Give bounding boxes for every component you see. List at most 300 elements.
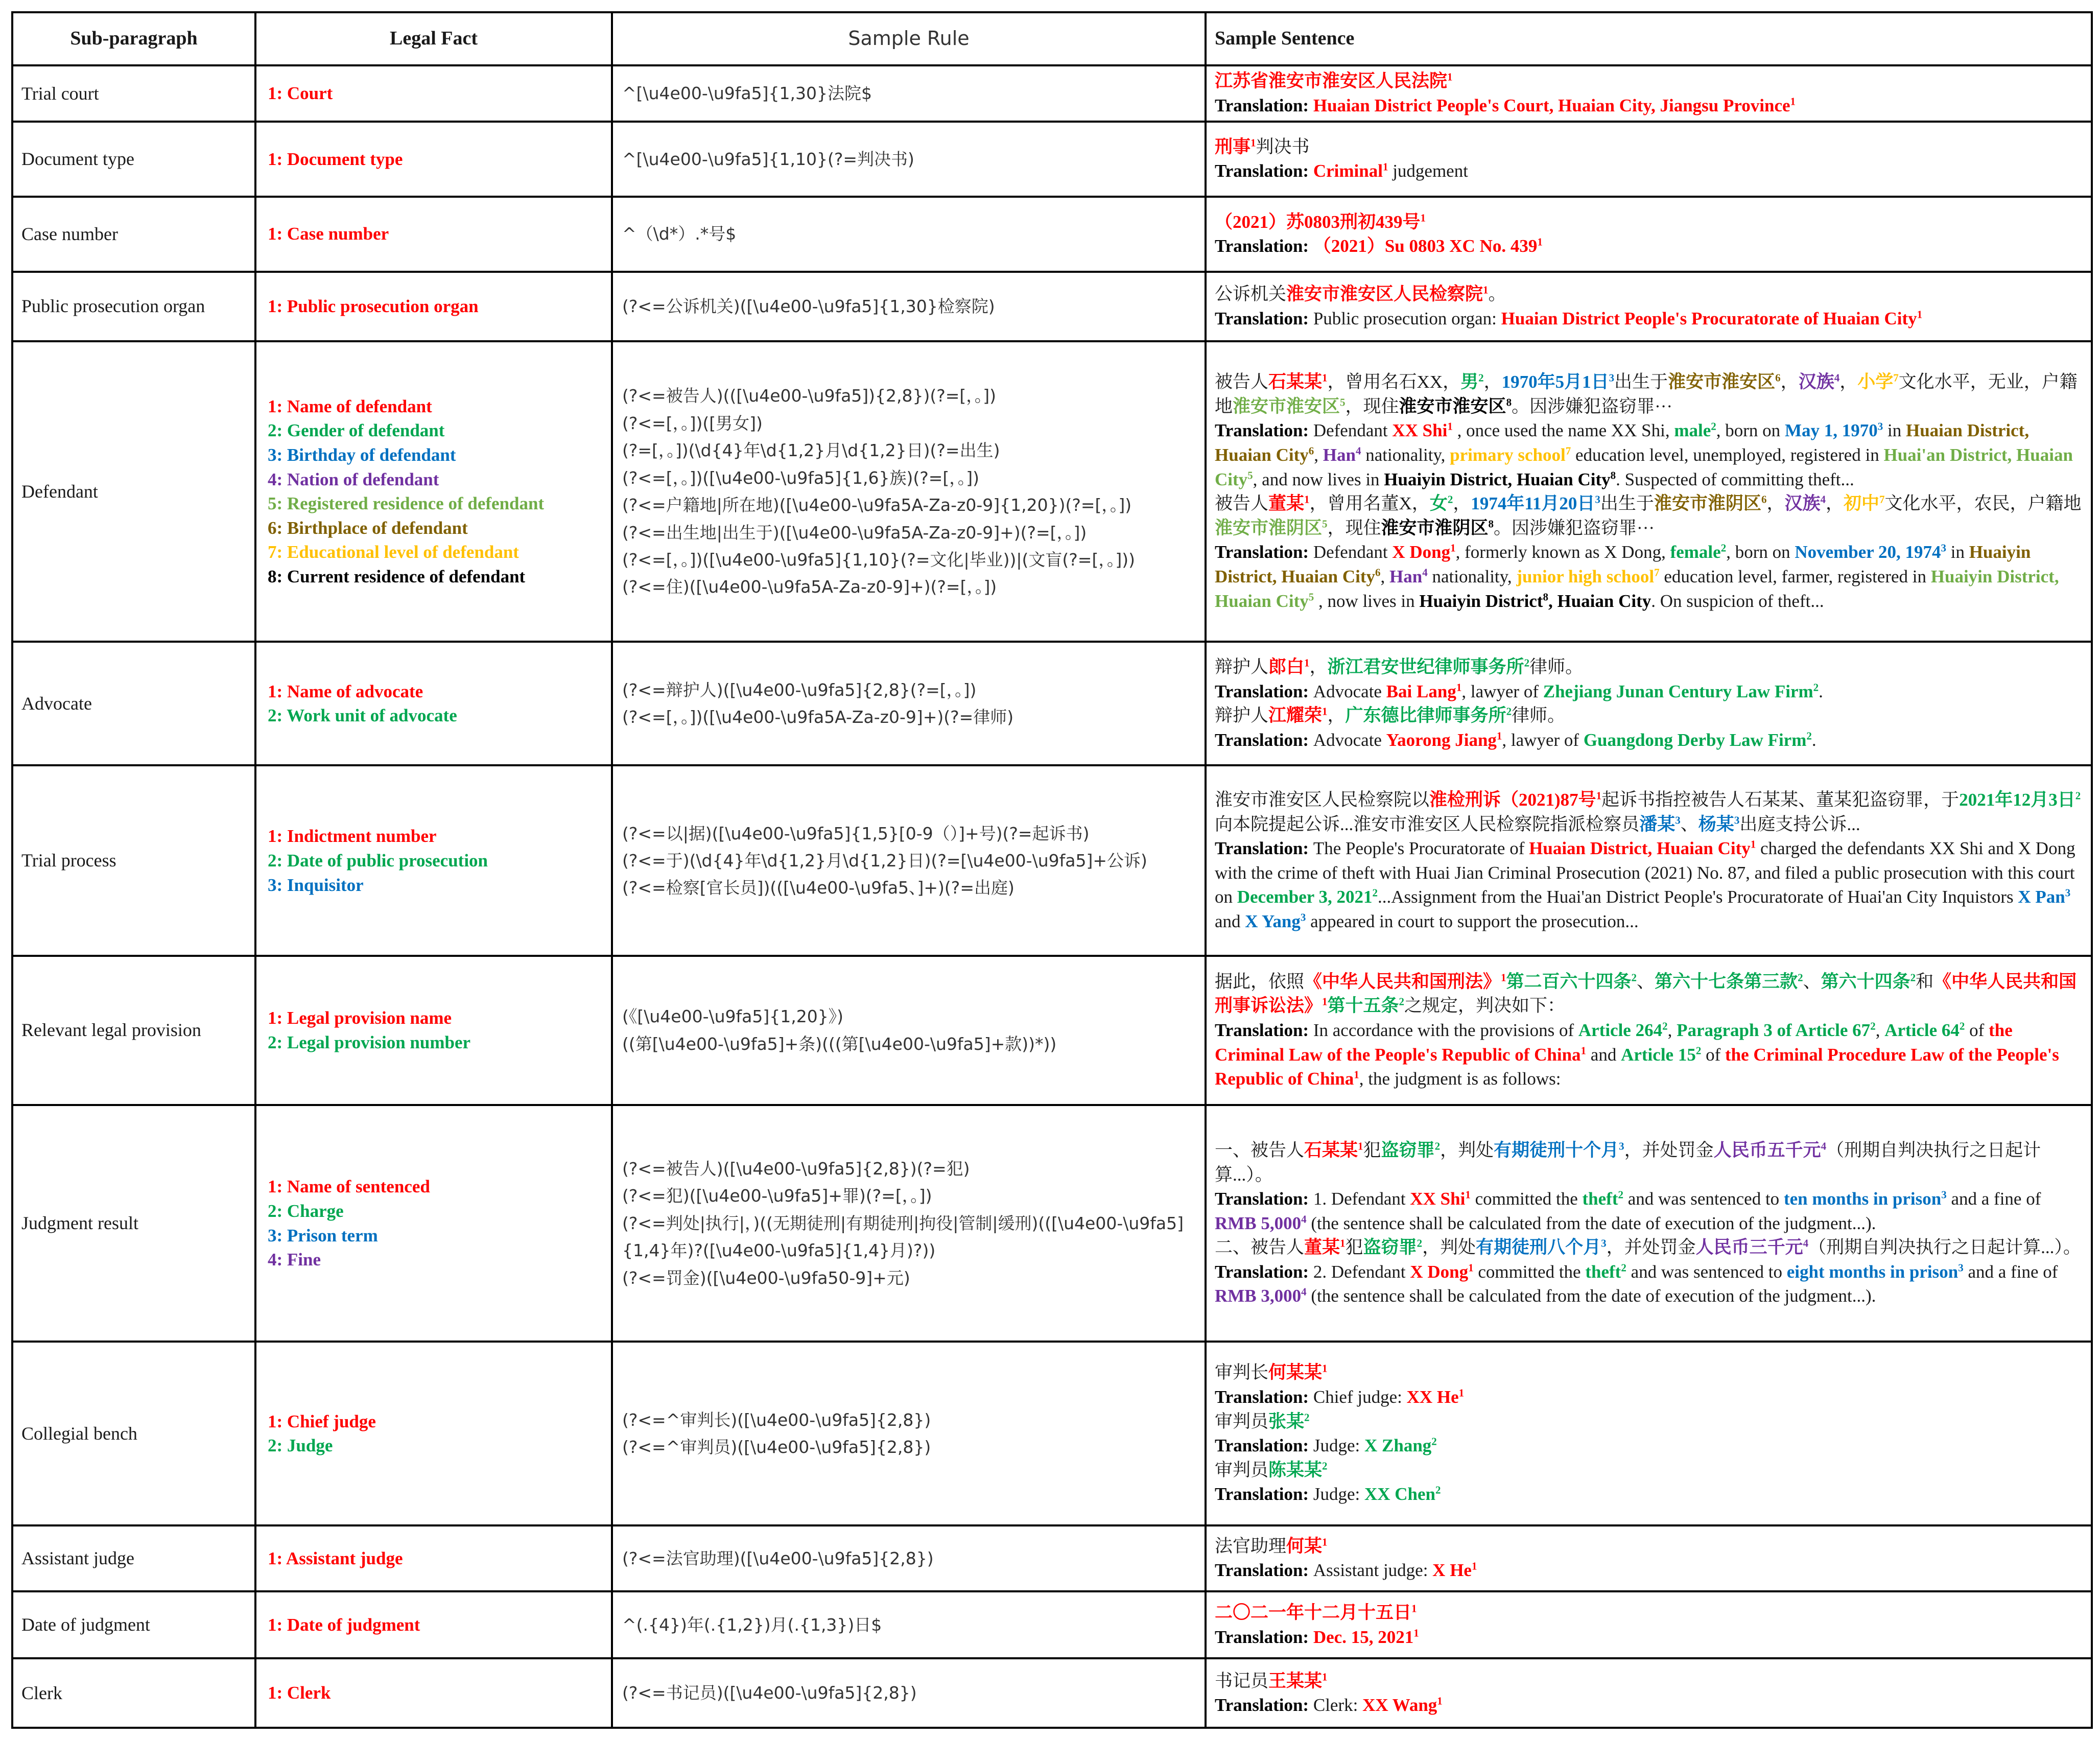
sentence-segment: and a fine of bbox=[1946, 1189, 2041, 1209]
sentence-segment: and bbox=[1215, 911, 1245, 931]
annotation-index: 2 bbox=[2075, 789, 2081, 802]
annotation-index: 7 bbox=[1893, 371, 1899, 384]
rule-line: (?<=被告人)([\u4e00-\u9fa5]{2,8})(?=犯) bbox=[622, 1158, 970, 1179]
annotation-index: 1 bbox=[1471, 1560, 1477, 1572]
legal-fact-item: 2: Legal provision number bbox=[268, 1032, 471, 1052]
legal-fact-item: 1: Public prosecution organ bbox=[268, 296, 479, 316]
sentence-segment: Bai Lang bbox=[1386, 681, 1456, 701]
sentence-segment: 有期徒刑十个月 bbox=[1494, 1140, 1619, 1160]
translation-label: Translation: bbox=[1215, 420, 1313, 441]
sentence-line bbox=[1215, 135, 2083, 159]
legal-fact-cell bbox=[255, 1591, 612, 1658]
sentence-segment: X Dong bbox=[1392, 542, 1451, 562]
sentence-segment: In accordance with the provisions of bbox=[1313, 1020, 1578, 1040]
sentence-segment: Huaian District People's Procuratorate of Huaian City bbox=[1501, 308, 1917, 328]
sentence-segment: 犯 bbox=[1345, 1237, 1363, 1258]
translation-label: Translation: bbox=[1215, 1261, 1313, 1282]
annotation-index: 3 bbox=[1675, 813, 1681, 826]
translation-label: Translation: bbox=[1215, 1695, 1313, 1716]
sentence-segment: ，现住 bbox=[1327, 518, 1381, 538]
annotation-index: 1 bbox=[1413, 1627, 1419, 1639]
annotation-index: 1 bbox=[1340, 1237, 1346, 1250]
translation-label: Translation: bbox=[1215, 1627, 1313, 1647]
annotation-index: 2 bbox=[1695, 1044, 1702, 1056]
sentence-segment: education level, farmer, registered in bbox=[1659, 566, 1931, 586]
table-row bbox=[12, 197, 2092, 272]
sentence-segment: 董某 bbox=[1304, 1237, 1340, 1258]
sentence-line bbox=[1215, 1409, 2083, 1434]
table-row bbox=[12, 272, 2092, 342]
sample-sentence-cell bbox=[1206, 1525, 2092, 1591]
sentence-segment: 小学 bbox=[1857, 372, 1894, 392]
sentence-line bbox=[1215, 788, 2083, 836]
sentence-segment: Article 15 bbox=[1621, 1044, 1696, 1065]
sentence-segment: 出生于 bbox=[1614, 372, 1668, 392]
legal-fact-cell bbox=[255, 65, 612, 122]
rule-line: (?<=[，。])([\u4e00-\u9fa5A-Za-z0-9]+)(?=律师) bbox=[622, 707, 1014, 727]
sentence-segment: 辩护人 bbox=[1215, 657, 1269, 677]
sentence-segment: 判决书 bbox=[1256, 136, 1310, 157]
sentence-line bbox=[1215, 1187, 2083, 1235]
legal-fact-item: 2: Charge bbox=[268, 1201, 344, 1221]
sentence-segment: 广东德比律师事务所 bbox=[1345, 706, 1506, 726]
sentence-segment: 被告人 bbox=[1215, 494, 1269, 514]
sub-paragraph-cell: Trial process bbox=[12, 765, 255, 956]
annotation-index: 2 bbox=[1431, 1435, 1437, 1448]
sentence-segment: ， bbox=[1309, 657, 1328, 677]
sentence-line bbox=[1215, 370, 2083, 418]
sentence-segment: 审判员 bbox=[1215, 1411, 1269, 1431]
legal-fact-cell bbox=[255, 197, 612, 272]
sentence-segment: Paragraph 3 of Article 67 bbox=[1677, 1020, 1871, 1040]
sentence-segment: Huaian District, Huaian City bbox=[1215, 420, 2030, 465]
sub-paragraph-cell: Defendant bbox=[12, 341, 255, 642]
annotation-index: 7 bbox=[1565, 444, 1571, 457]
sentence-line bbox=[1215, 1693, 2083, 1718]
annotation-index: 6 bbox=[1308, 444, 1314, 457]
sentence-segment: 张某 bbox=[1268, 1411, 1305, 1431]
annotation-index: 1 bbox=[1411, 1602, 1417, 1615]
sentence-segment: 据此，依照 bbox=[1215, 971, 1305, 992]
sentence-segment: 。因涉嫌犯盗窃罪··· bbox=[1512, 396, 1673, 416]
sentence-line bbox=[1215, 970, 2083, 1018]
sentence-segment: Article 64 bbox=[1884, 1020, 1960, 1040]
sentence-segment: charged the defendants XX Shi and X Dong with the crime of theft with Huai Jian Criminal Prosecution (2021) No. 87, and filed a public prosecution with this court on bbox=[1215, 838, 2075, 907]
sentence-segment: 郎白 bbox=[1268, 657, 1305, 677]
sentence-line bbox=[1215, 1482, 2083, 1507]
sentence-segment: 公诉机关 bbox=[1215, 284, 1287, 304]
annotation-index: 8 bbox=[1488, 518, 1494, 530]
translation-label: Translation: bbox=[1215, 1560, 1313, 1581]
sentence-segment: 出生于 bbox=[1600, 494, 1654, 514]
annotation-index: 2 bbox=[1322, 1460, 1328, 1472]
sentence-line bbox=[1215, 1534, 2083, 1559]
annotation-index: 2 bbox=[1798, 971, 1803, 984]
rule-line: ^[\u4e00-\u9fa5]{1,30}法院$ bbox=[622, 83, 872, 104]
sentence-segment: May 1, 1970 bbox=[1784, 420, 1878, 441]
sentence-line bbox=[1215, 1434, 2083, 1458]
annotation-index: 1 bbox=[1322, 1670, 1328, 1683]
sample-sentence-cell bbox=[1206, 341, 2092, 642]
annotation-index: 8 bbox=[1543, 590, 1548, 603]
annotation-index: 4 bbox=[1356, 444, 1361, 457]
annotation-index: 3 bbox=[1941, 542, 1946, 554]
sentence-segment: (the sentence shall be calculated from the date of execution of the judgment...). bbox=[1306, 1286, 1876, 1306]
sentence-segment: and was sentenced to bbox=[1623, 1189, 1784, 1209]
header-legal-fact: Legal Fact bbox=[255, 12, 612, 65]
legal-fact-item: 1: Clerk bbox=[268, 1683, 331, 1703]
annotation-index: 6 bbox=[1775, 371, 1781, 384]
rule-line: (?<=书记员)([\u4e00-\u9fa5]{2,8}) bbox=[622, 1683, 917, 1703]
sentence-segment: 人民币五千元 bbox=[1713, 1140, 1821, 1160]
sentence-segment: 汉族 bbox=[1784, 494, 1821, 514]
sentence-segment: X Yang bbox=[1245, 911, 1301, 931]
sample-rule-cell bbox=[612, 197, 1206, 272]
sentence-segment: Article 264 bbox=[1578, 1020, 1663, 1040]
sentence-line bbox=[1215, 1260, 2083, 1308]
table-header bbox=[12, 12, 2092, 65]
sentence-segment: （2021）Su 0803 XC No. 439 bbox=[1313, 236, 1538, 256]
sentence-segment: . bbox=[1819, 681, 1823, 701]
sample-sentence-cell bbox=[1206, 197, 2092, 272]
sentence-segment: 淮安市淮安区人民检察院 bbox=[1286, 284, 1483, 304]
annotation-index: 3 bbox=[1609, 371, 1615, 384]
sub-paragraph-cell: Document type bbox=[12, 122, 255, 197]
sentence-segment: ten months in prison bbox=[1783, 1189, 1942, 1209]
rule-line: ^(.{4})年(.{1,2})月(.{1,3})日$ bbox=[622, 1615, 882, 1635]
sample-rule-cell bbox=[612, 1658, 1206, 1728]
rule-line: (?<=于)(\d{4}年\d{1,2}月\d{1,2}日)(?=[\u4e00-\u9fa5]+公诉) bbox=[622, 851, 1147, 871]
sentence-segment: 盗窃罪 bbox=[1381, 1140, 1435, 1160]
table-row bbox=[12, 341, 2092, 642]
sentence-segment: Judge: bbox=[1313, 1436, 1364, 1456]
translation-label: Translation: bbox=[1215, 308, 1313, 328]
table-row bbox=[12, 122, 2092, 197]
sample-sentence-cell bbox=[1206, 1342, 2092, 1525]
annotation-index: 1 bbox=[1354, 1068, 1359, 1081]
sentence-segment: Zhejiang Junan Century Law Firm bbox=[1543, 681, 1813, 701]
sentence-segment: 石某某 bbox=[1304, 1140, 1358, 1160]
sentence-segment: female bbox=[1670, 542, 1721, 562]
sentence-segment: , now lives in bbox=[1314, 591, 1420, 611]
sentence-segment: (the sentence shall be calculated from the date of execution of the judgment...). bbox=[1306, 1213, 1876, 1233]
sentence-segment: 女 bbox=[1429, 494, 1448, 514]
sample-rule-cell bbox=[612, 1525, 1206, 1591]
sentence-segment: , and now lives in bbox=[1253, 469, 1384, 489]
sentence-segment: , bbox=[1314, 444, 1323, 465]
translation-label: Translation: bbox=[1215, 1189, 1313, 1209]
sentence-segment: 审判长 bbox=[1215, 1362, 1269, 1383]
legal-fact-cell bbox=[255, 272, 612, 342]
sentence-segment: Criminal bbox=[1313, 161, 1383, 181]
annotation-index: 2 bbox=[1813, 681, 1819, 694]
sentence-segment: . Suspected of committing theft... bbox=[1616, 469, 1854, 489]
sample-rule-cell bbox=[612, 65, 1206, 122]
sentence-segment: ...Assignment from the Huai'an District People's Procuratorate of Huai'an City Inquistors bbox=[1377, 887, 2018, 907]
sample-rule-cell bbox=[612, 642, 1206, 765]
sample-sentence-cell bbox=[1206, 1105, 2092, 1342]
annotation-index: 3 bbox=[1941, 1188, 1947, 1201]
sentence-segment: Huaian District, Huaian City bbox=[1529, 838, 1751, 859]
sentence-segment: 审判员 bbox=[1215, 1460, 1269, 1480]
sentence-segment: Han bbox=[1389, 566, 1423, 586]
rule-line: (?<=罚金)([\u4e00-\u9fa50-9]+元) bbox=[622, 1267, 910, 1288]
sentence-segment: Advocate bbox=[1313, 730, 1386, 750]
sentence-segment: Huaiyin District, Huaian City bbox=[1215, 566, 2059, 611]
sentence-segment: 何某 bbox=[1286, 1536, 1323, 1556]
legal-fact-item: 6: Birthplace of defendant bbox=[268, 518, 468, 538]
sentence-segment: 法官助理 bbox=[1215, 1536, 1287, 1556]
translation-label: Translation: bbox=[1215, 1436, 1313, 1456]
header-sample-sentence: Sample Sentence bbox=[1206, 12, 2092, 65]
sentence-segment: 第六十四条 bbox=[1821, 971, 1910, 992]
annotation-index: 5 bbox=[1340, 396, 1346, 409]
sample-sentence-cell bbox=[1206, 122, 2092, 197]
sentence-segment: Defendant bbox=[1313, 542, 1393, 562]
sentence-segment: of bbox=[1965, 1020, 1989, 1040]
annotation-index: 3 bbox=[1734, 813, 1740, 826]
annotation-index: 3 bbox=[1958, 1261, 1964, 1274]
annotation-index: 1 bbox=[1382, 160, 1388, 173]
sentence-segment: nationality, bbox=[1427, 566, 1517, 586]
sentence-segment: 文化水平，无业，户籍地 bbox=[1215, 372, 2078, 416]
sentence-segment: 被告人 bbox=[1215, 372, 1269, 392]
sample-sentence-cell bbox=[1206, 642, 2092, 765]
sub-paragraph-cell: Judgment result bbox=[12, 1105, 255, 1342]
sentence-segment: 《中华人民共和国刑事诉讼法》 bbox=[1215, 971, 2077, 1016]
sentence-line bbox=[1215, 1669, 2083, 1694]
rule-line: (?<=法官助理)([\u4e00-\u9fa5]{2,8}) bbox=[622, 1548, 934, 1568]
sentence-segment: 淮安市淮阴区 bbox=[1654, 494, 1761, 514]
sample-rule-cell bbox=[612, 765, 1206, 956]
rule-line: (?<=检察[官长员])(([\u4e00-\u9fa5、]+)(?=出庭) bbox=[622, 878, 1014, 898]
table-row bbox=[12, 642, 2092, 765]
annotation-index: 4 bbox=[1301, 1213, 1307, 1226]
sentence-segment: 一、被告人 bbox=[1215, 1140, 1305, 1160]
legal-fact-cell bbox=[255, 1658, 612, 1728]
sentence-segment: the Criminal Law of the People's Republic of China bbox=[1215, 1020, 2013, 1065]
annotation-index: 1 bbox=[1458, 1387, 1465, 1399]
sentence-segment: 淮安市淮阴区 bbox=[1215, 518, 1323, 538]
sentence-segment: Clerk: bbox=[1313, 1695, 1363, 1716]
sentence-segment: Huaiyin District, Huaian City bbox=[1215, 542, 2031, 586]
sentence-segment: 江耀荣 bbox=[1268, 706, 1323, 726]
sentence-segment: 第六十七条第三款 bbox=[1655, 971, 1798, 992]
sentence-segment: Defendant bbox=[1313, 420, 1393, 441]
sentence-segment: 盗窃罪 bbox=[1363, 1237, 1417, 1258]
rule-line: (?<=公诉机关)([\u4e00-\u9fa5]{1,30}检察院) bbox=[622, 296, 995, 317]
rule-line: ^[\u4e00-\u9fa5]{1,10}(?=判决书) bbox=[622, 149, 914, 169]
annotation-index: 3 bbox=[1595, 493, 1600, 506]
legal-fact-item: 1: Indictment number bbox=[268, 826, 437, 847]
sample-sentence-cell bbox=[1206, 1658, 2092, 1728]
annotation-index: 1 bbox=[1750, 838, 1756, 851]
sentence-segment: （2021）苏0803刑初439号 bbox=[1215, 212, 1421, 232]
sentence-line bbox=[1215, 679, 2083, 704]
sentence-segment: XX He bbox=[1406, 1387, 1459, 1407]
translation-label: Translation: bbox=[1215, 1387, 1313, 1407]
sentence-segment: Han bbox=[1323, 444, 1356, 465]
sentence-line bbox=[1215, 1558, 2083, 1583]
sentence-segment: 陈某某 bbox=[1268, 1460, 1323, 1480]
sentence-segment: X Pan bbox=[2018, 887, 2065, 907]
sentence-segment: primary school bbox=[1450, 444, 1566, 465]
annotation-index: 2 bbox=[1870, 1020, 1876, 1032]
sentence-segment: 二、被告人 bbox=[1215, 1237, 1305, 1258]
legal-fact-item: 3: Birthday of defendant bbox=[268, 444, 456, 465]
sample-rule-cell bbox=[612, 341, 1206, 642]
rule-line: ((第[\u4e00-\u9fa5]+条)(((第[\u4e00-\u9fa5]+款))*)) bbox=[622, 1033, 1057, 1054]
sentence-segment: Assistant judge: bbox=[1313, 1560, 1433, 1581]
sentence-segment: 律师。 bbox=[1512, 706, 1566, 726]
table-body bbox=[12, 65, 2092, 1728]
rule-line: (?<=判处|执行|，)((无期徒刑|有期徒刑|拘役|管制|缓刑)(([\u4e00-\u9fa5]{1,4}年)?([\u4e00-\u9fa5]{1,4}月)?)) bbox=[622, 1213, 1184, 1261]
sentence-segment: 杨某 bbox=[1698, 814, 1734, 834]
annotation-index: 1 bbox=[1596, 789, 1602, 802]
rule-line: (?<=^审判长)([\u4e00-\u9fa5]{2,8}) bbox=[622, 1409, 931, 1430]
annotation-index: 2 bbox=[1435, 1484, 1441, 1496]
sentence-segment: RMB 5,000 bbox=[1215, 1213, 1302, 1233]
annotation-index: 1 bbox=[1465, 1188, 1471, 1201]
legal-fact-item: 2: Gender of defendant bbox=[268, 420, 445, 441]
sentence-segment: the Criminal Procedure Law of the People's Republic of China bbox=[1215, 1044, 2059, 1089]
sentence-segment: Huaiyin District, Huaian City bbox=[1384, 469, 1611, 489]
table-row bbox=[12, 1658, 2092, 1728]
sentence-segment: XX Wang bbox=[1362, 1695, 1437, 1716]
sentence-line bbox=[1215, 418, 2083, 491]
sample-rule-cell bbox=[612, 272, 1206, 342]
sentence-segment: nationality, bbox=[1361, 444, 1450, 465]
sentence-segment: X He bbox=[1432, 1560, 1472, 1581]
sentence-line bbox=[1215, 703, 2083, 728]
sentence-segment: 淮安市淮安区 bbox=[1399, 396, 1506, 416]
sentence-segment: male bbox=[1674, 420, 1711, 441]
sentence-segment: The People's Procuratorate of bbox=[1313, 838, 1529, 859]
sentence-segment: 二〇二一年十二月十五日 bbox=[1215, 1603, 1412, 1623]
annotation-index: 8 bbox=[1610, 468, 1616, 481]
rule-line: (?<=住)([\u4e00-\u9fa5A-Za-z0-9]+)(?=[，。]) bbox=[622, 577, 997, 597]
legal-fact-item: 1: Date of judgment bbox=[268, 1614, 420, 1635]
annotation-index: 4 bbox=[1821, 1140, 1827, 1153]
annotation-index: 2 bbox=[1910, 971, 1916, 984]
sentence-line bbox=[1215, 1138, 2083, 1187]
sentence-segment: . bbox=[1811, 730, 1816, 750]
sentence-segment: 淮安市淮阴区 bbox=[1381, 518, 1489, 538]
annotation-index: 1 bbox=[1322, 1362, 1328, 1375]
annotation-index: 2 bbox=[1304, 1411, 1310, 1423]
annotation-index: 1 bbox=[1437, 1695, 1443, 1707]
sentence-segment: XX Chen bbox=[1364, 1484, 1436, 1505]
sub-paragraph-cell: Clerk bbox=[12, 1658, 255, 1728]
annotation-index: 1 bbox=[1322, 705, 1328, 718]
annotation-index: 4 bbox=[1820, 493, 1826, 506]
sentence-segment: ， bbox=[1327, 706, 1346, 726]
annotation-index: 1 bbox=[1420, 211, 1426, 224]
sentence-line bbox=[1215, 1018, 2083, 1091]
annotation-index: 1 bbox=[1580, 1044, 1587, 1056]
annotation-index: 1 bbox=[1304, 656, 1310, 669]
translation-label: Translation: bbox=[1215, 1020, 1313, 1040]
annotation-index: 1 bbox=[1322, 1536, 1328, 1548]
annotation-index: 2 bbox=[1631, 971, 1637, 984]
legal-fact-item: 4: Nation of defendant bbox=[268, 469, 439, 489]
sentence-segment: ，曾用名石XX， bbox=[1327, 372, 1461, 392]
translation-label: Translation: bbox=[1215, 1484, 1313, 1505]
sentence-segment: 文化水平，农民，户籍地 bbox=[1884, 494, 2082, 514]
sentence-segment: Judge: bbox=[1313, 1484, 1364, 1505]
sample-rule-cell bbox=[612, 122, 1206, 197]
sentence-segment: 有期徒刑八个月 bbox=[1476, 1237, 1601, 1258]
sentence-segment: 、 bbox=[1803, 971, 1821, 992]
sentence-segment: 。 bbox=[1488, 284, 1506, 304]
annotation-index: 1 bbox=[1304, 493, 1310, 506]
sample-sentence-cell bbox=[1206, 956, 2092, 1105]
sub-paragraph-cell: Trial court bbox=[12, 65, 255, 122]
sentence-segment: of bbox=[1701, 1044, 1725, 1065]
sentence-segment: , bbox=[1667, 1020, 1677, 1040]
sentence-segment: ， bbox=[1780, 372, 1799, 392]
sentence-segment: , bbox=[1875, 1020, 1885, 1040]
legal-fact-cell bbox=[255, 642, 612, 765]
sentence-segment: 初中 bbox=[1844, 494, 1880, 514]
sentence-segment: Public prosecution organ: bbox=[1313, 308, 1501, 328]
sentence-segment: ， bbox=[1483, 372, 1502, 392]
sentence-segment: 淮安市淮安区 bbox=[1233, 396, 1340, 416]
sentence-segment: 1974年11月20日 bbox=[1471, 494, 1595, 514]
sub-paragraph-cell: Collegial bench bbox=[12, 1342, 255, 1525]
sentence-segment: 淮安市淮安区 bbox=[1668, 372, 1776, 392]
annotation-index: 1 bbox=[1450, 542, 1456, 554]
sentence-line bbox=[1215, 728, 2083, 753]
legal-fact-item: 2: Judge bbox=[268, 1436, 333, 1456]
legal-fact-item: 1: Chief judge bbox=[268, 1411, 376, 1431]
sub-paragraph-cell: Assistant judge bbox=[12, 1525, 255, 1591]
annotation-index: 5 bbox=[1308, 590, 1314, 603]
sentence-segment: , born on bbox=[1726, 542, 1795, 562]
rule-line: (《[\u4e00-\u9fa5]{1,20}》) bbox=[622, 1006, 844, 1027]
translation-label: Translation: bbox=[1215, 96, 1313, 115]
sentence-segment: in bbox=[1883, 420, 1906, 441]
annotation-index: 4 bbox=[1422, 566, 1428, 579]
sentence-segment: . On suspicion of theft... bbox=[1651, 591, 1824, 611]
annotation-index: 1 bbox=[1468, 1261, 1474, 1274]
sentence-segment: X Dong bbox=[1410, 1261, 1469, 1282]
legal-fact-item: 1: Court bbox=[268, 83, 333, 104]
legal-fact-item: 1: Assistant judge bbox=[268, 1548, 403, 1568]
rule-line: (?<=[，。])([男女]) bbox=[622, 413, 763, 433]
legal-fact-item: 1: Legal provision name bbox=[268, 1008, 452, 1028]
sentence-segment: 何某某 bbox=[1268, 1362, 1323, 1383]
rule-line: (?<=辩护人)([\u4e00-\u9fa5]{2,8}(?=[，。]) bbox=[622, 679, 977, 700]
sentence-line bbox=[1215, 1458, 2083, 1483]
annotation-index: 2 bbox=[1662, 1020, 1668, 1032]
annotation-index: 1 bbox=[1322, 995, 1328, 1008]
sentence-segment: （刑期自判决执行之日起计算...）。 bbox=[1808, 1237, 2081, 1258]
sub-paragraph-cell: Advocate bbox=[12, 642, 255, 765]
table-row bbox=[12, 1105, 2092, 1342]
sentence-segment: Yaorong Jiang bbox=[1386, 730, 1497, 750]
translation-label: Translation: bbox=[1215, 236, 1313, 256]
legal-fact-item: 1: Case number bbox=[268, 224, 389, 244]
sample-rule-cell bbox=[612, 1342, 1206, 1525]
sentence-segment: 人民币三千元 bbox=[1695, 1237, 1803, 1258]
table-row bbox=[12, 1342, 2092, 1525]
sentence-segment: 2021年12月3日 bbox=[1959, 789, 2075, 810]
sentence-segment: 第二百六十四条 bbox=[1506, 971, 1632, 992]
sentence-segment: ， bbox=[1766, 494, 1785, 514]
sentence-segment: committed the bbox=[1473, 1261, 1586, 1282]
rule-line: (?<=被告人)(([\u4e00-\u9fa5]){2,8})(?=[，。]) bbox=[622, 386, 997, 406]
